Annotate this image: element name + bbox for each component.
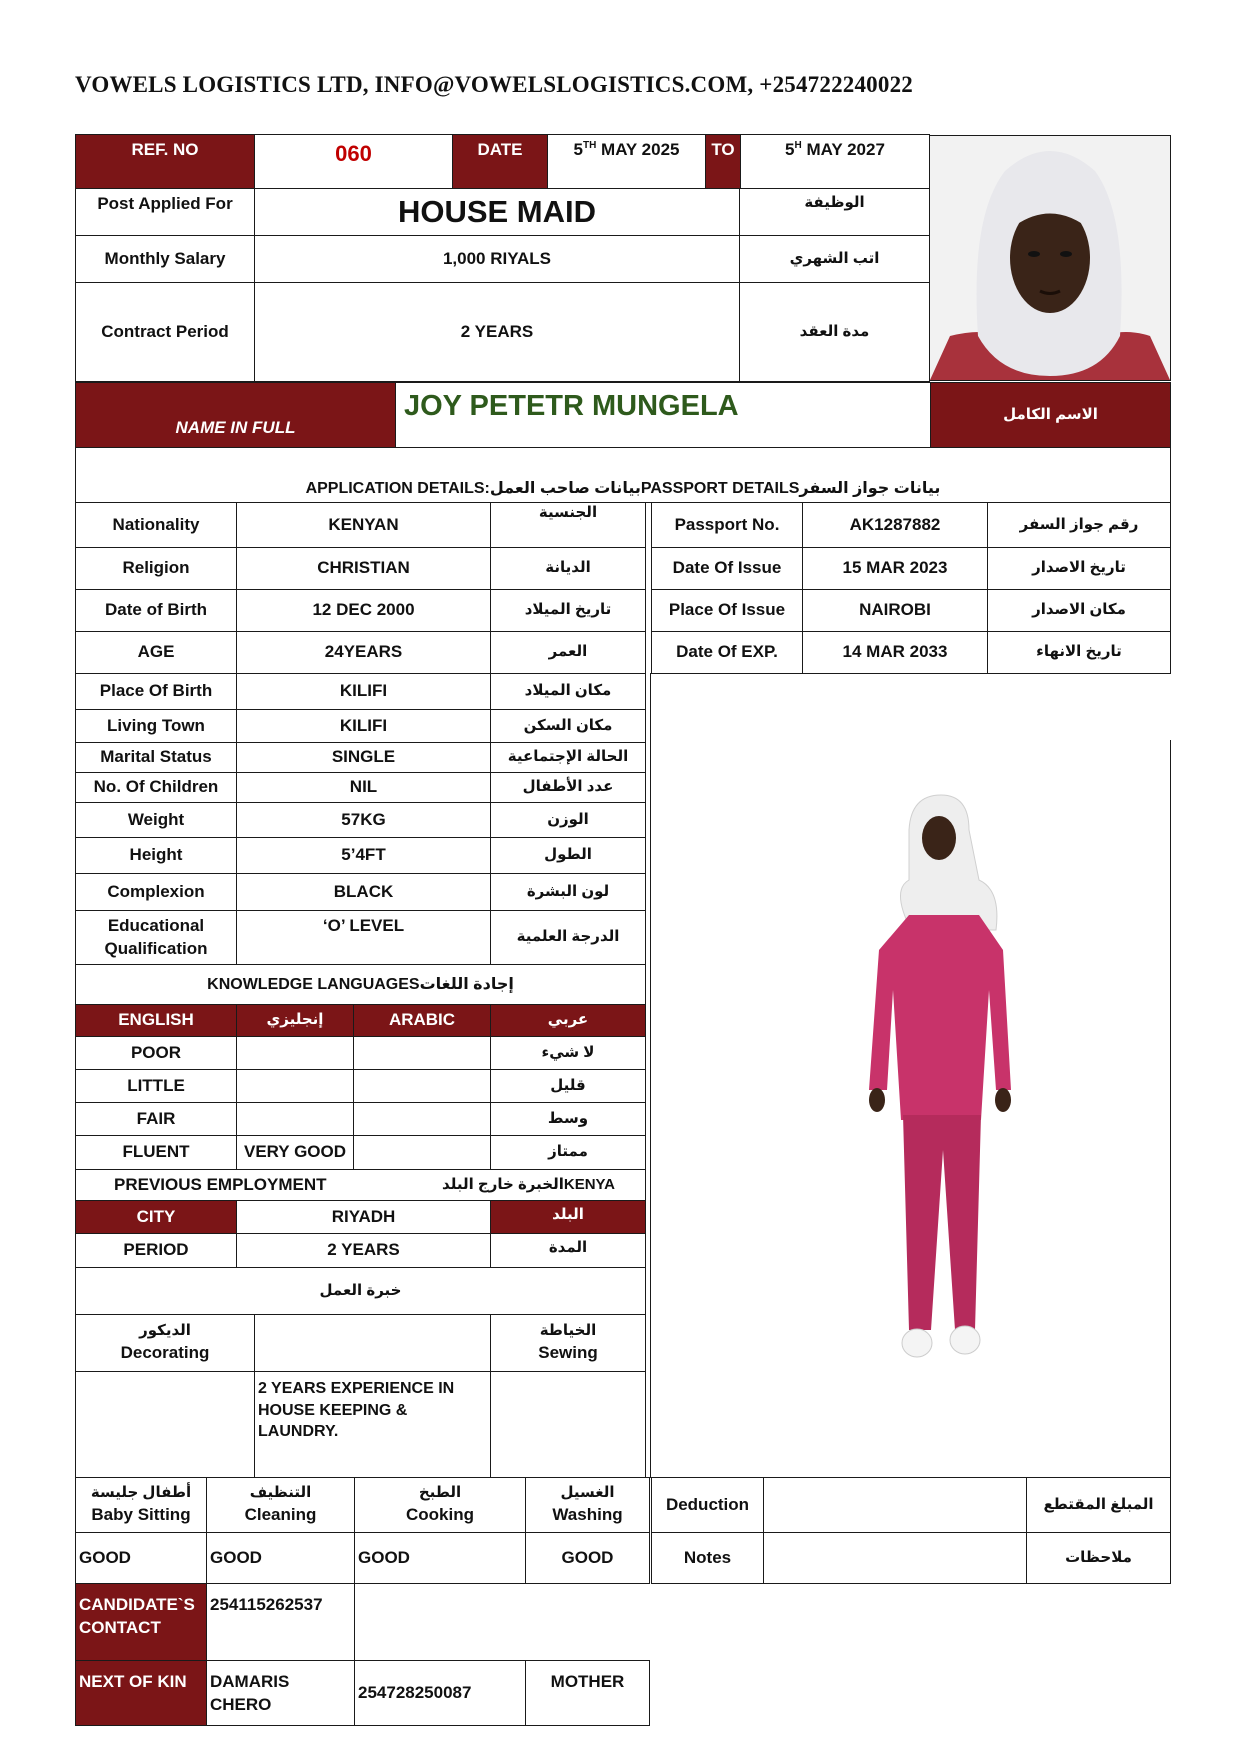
lang-level: FAIR <box>75 1102 237 1136</box>
skill-label: Cleaning <box>244 1504 317 1524</box>
post-value: HOUSE MAID <box>254 188 740 236</box>
personal-value: NIL <box>236 772 491 803</box>
personal-ar: العمر <box>490 631 646 674</box>
personal-label: Nationality <box>75 502 237 548</box>
passport-label: Date Of Issue <box>651 547 803 590</box>
personal-value: 12 DEC 2000 <box>236 589 491 632</box>
personal-ar: تاريخ الميلاد <box>490 589 646 632</box>
city-value: RIYADH <box>236 1200 491 1234</box>
passport-ar: تاريخ الانهاء <box>987 631 1171 674</box>
lang-level: LITTLE <box>75 1069 237 1103</box>
skill-value: GOOD <box>525 1532 650 1584</box>
next-of-kin-label: NEXT OF KIN <box>75 1660 207 1726</box>
full-name: JOY PETETR MUNGELA <box>395 382 931 448</box>
lang-level-ar: لا شيء <box>490 1036 646 1070</box>
next-of-kin-relation: MOTHER <box>525 1660 650 1726</box>
period-ar: المدة <box>490 1233 646 1268</box>
candidate-portrait-photo <box>929 135 1171 381</box>
lang-header-arabic: ARABIC <box>353 1004 491 1037</box>
employment-title-ar: الخبرة خارج البلدKENYA <box>442 1175 615 1193</box>
experience-blank <box>75 1371 255 1478</box>
experience-text: 2 YEARS EXPERIENCE IN HOUSE KEEPING & LAUNDRY. <box>254 1371 491 1478</box>
passport-value: 14 MAR 2033 <box>802 631 988 674</box>
personal-ar: مكان السكن <box>490 709 646 743</box>
decorating-ar: الديكور <box>139 1322 191 1340</box>
salary-label: Monthly Salary <box>75 235 255 283</box>
candidate-full-body-photo <box>851 790 1021 1370</box>
passport-label: Passport No. <box>651 502 803 548</box>
notes-label: Notes <box>651 1532 764 1584</box>
lang-english-value <box>236 1069 354 1103</box>
personal-label: Religion <box>75 547 237 590</box>
deduction-value <box>763 1477 1027 1533</box>
decorating-value <box>254 1314 491 1372</box>
contact-divider <box>354 1583 361 1661</box>
passport-ar: مكان الاصدار <box>987 589 1171 632</box>
section-title: APPLICATION DETAILS:بيانات صاحب العملPASSPORT DETAILSبيانات جواز السفر <box>75 447 1171 503</box>
passport-ar: رقم جواز السفر <box>987 502 1171 548</box>
candidate-contact-label: CANDIDATE`S CONTACT <box>75 1583 207 1661</box>
personal-label: Living Town <box>75 709 237 743</box>
personal-value: KILIFI <box>236 673 491 710</box>
personal-value: CHRISTIAN <box>236 547 491 590</box>
skill-label: Washing <box>552 1504 623 1524</box>
employment-title-row <box>75 1169 646 1201</box>
city-label: CITY <box>75 1200 237 1234</box>
work-experience-ar: خبرة العمل <box>75 1267 646 1315</box>
contract-label: Contract Period <box>75 282 255 382</box>
personal-label: No. Of Children <box>75 772 237 803</box>
lang-header-english: ENGLISH <box>75 1004 237 1037</box>
skill-cleaning <box>206 1477 355 1533</box>
personal-ar: الديانة <box>490 547 646 590</box>
lang-arabic-value <box>353 1135 491 1170</box>
personal-ar: الطول <box>490 837 646 874</box>
skill-value: GOOD <box>354 1532 526 1584</box>
personal-label: Place Of Birth <box>75 673 237 710</box>
date-to: 5 $^H$ MAY 2027 <box>740 134 930 189</box>
decorating-cell <box>75 1314 255 1372</box>
skill-ar: التنظيف <box>249 1484 312 1502</box>
sewing-cell <box>490 1314 646 1372</box>
decorating-label: Decorating <box>120 1342 210 1362</box>
personal-value: KENYAN <box>236 502 491 548</box>
skill-ar: أطفال جليسة <box>90 1484 192 1502</box>
personal-label: Educational Qualification <box>75 910 237 965</box>
skill-washing <box>525 1477 650 1533</box>
lang-english-value: VERY GOOD <box>236 1135 354 1170</box>
period-label: PERIOD <box>75 1233 237 1268</box>
name-ar: الاسم الكامل <box>930 382 1171 448</box>
contract-ar: مدة العقد <box>739 282 930 382</box>
salary-ar: اتب الشهري <box>739 235 930 283</box>
period-value: 2 YEARS <box>236 1233 491 1268</box>
passport-label: Date Of EXP. <box>651 631 803 674</box>
personal-ar: لون البشرة <box>490 873 646 911</box>
personal-ar: مكان الميلاد <box>490 673 646 710</box>
personal-ar: الجنسية <box>490 502 646 548</box>
personal-ar: الحالة الإجتماعية <box>490 742 646 773</box>
post-label: Post Applied For <box>75 188 255 236</box>
city-ar: البلد <box>490 1200 646 1234</box>
lang-arabic-value <box>353 1069 491 1103</box>
salary-value: 1,000 RIYALS <box>254 235 740 283</box>
ref-value: 060 <box>254 134 453 189</box>
ref-label: REF. NO <box>75 134 255 189</box>
personal-ar: الدرجة العلمية <box>490 910 646 965</box>
personal-value: 24YEARS <box>236 631 491 674</box>
passport-value: 15 MAR 2023 <box>802 547 988 590</box>
notes-ar: ملاحظات <box>1026 1532 1171 1584</box>
date-from: 5 $^{TH}$ MAY 2025 <box>547 134 706 189</box>
passport-value: AK1287882 <box>802 502 988 548</box>
lang-english-value <box>236 1102 354 1136</box>
personal-label: Date of Birth <box>75 589 237 632</box>
skill-label: Baby Sitting <box>91 1504 191 1524</box>
lang-header-arabic-ar: عربي <box>490 1004 646 1037</box>
skill-baby-sitting <box>75 1477 207 1533</box>
lang-level-ar: وسط <box>490 1102 646 1136</box>
notes-value <box>763 1532 1027 1584</box>
next-of-kin-name: DAMARIS CHERO <box>206 1660 355 1726</box>
personal-label: Weight <box>75 802 237 838</box>
post-ar: الوظيفة <box>739 188 930 236</box>
personal-label: AGE <box>75 631 237 674</box>
deduction-label: Deduction <box>651 1477 764 1533</box>
lang-arabic-value <box>353 1102 491 1136</box>
deduction-ar: المبلغ المقتطع <box>1026 1477 1171 1533</box>
candidate-contact-value: 254115262537 <box>206 1583 355 1661</box>
skill-label: Cooking <box>406 1504 474 1524</box>
personal-value: KILIFI <box>236 709 491 743</box>
date-label: DATE <box>452 134 548 189</box>
company-header: VOWELS LOGISTICS LTD, INFO@VOWELSLOGISTICS.COM, +254722240022 <box>75 72 913 97</box>
next-of-kin-phone: 254728250087 <box>354 1660 526 1726</box>
personal-ar: عدد الأطفال <box>490 772 646 803</box>
lang-level: FLUENT <box>75 1135 237 1170</box>
skill-value: GOOD <box>75 1532 207 1584</box>
personal-label: Complexion <box>75 873 237 911</box>
lang-level: POOR <box>75 1036 237 1070</box>
personal-value: SINGLE <box>236 742 491 773</box>
employment-title: PREVIOUS EMPLOYMENT <box>114 1174 327 1194</box>
lang-arabic-value <box>353 1036 491 1070</box>
sewing-ar: الخياطة <box>539 1322 597 1340</box>
personal-value: 57KG <box>236 802 491 838</box>
skill-ar: الطبخ <box>418 1484 462 1502</box>
name-label: NAME IN FULL <box>75 382 396 448</box>
experience-blank-right <box>490 1371 646 1478</box>
skill-value: GOOD <box>206 1532 355 1584</box>
skill-cooking <box>354 1477 526 1533</box>
personal-value: ‘O’ LEVEL <box>236 910 491 965</box>
personal-ar: الوزن <box>490 802 646 838</box>
personal-label: Height <box>75 837 237 874</box>
lang-english-value <box>236 1036 354 1070</box>
lang-header-english-ar: إنجليزي <box>236 1004 354 1037</box>
passport-ar: تاريخ الاصدار <box>987 547 1171 590</box>
passport-value: NAIROBI <box>802 589 988 632</box>
skill-ar: الغسيل <box>560 1484 615 1502</box>
personal-value: BLACK <box>236 873 491 911</box>
contract-value: 2 YEARS <box>254 282 740 382</box>
to-label: TO <box>705 134 741 189</box>
sewing-label: Sewing <box>538 1342 598 1362</box>
passport-label: Place Of Issue <box>651 589 803 632</box>
personal-value: 5’4FT <box>236 837 491 874</box>
personal-label: Marital Status <box>75 742 237 773</box>
lang-level-ar: قليل <box>490 1069 646 1103</box>
lang-level-ar: ممتاز <box>490 1135 646 1170</box>
languages-title: KNOWLEDGE LANGUAGESإجادة اللغات <box>75 964 646 1005</box>
